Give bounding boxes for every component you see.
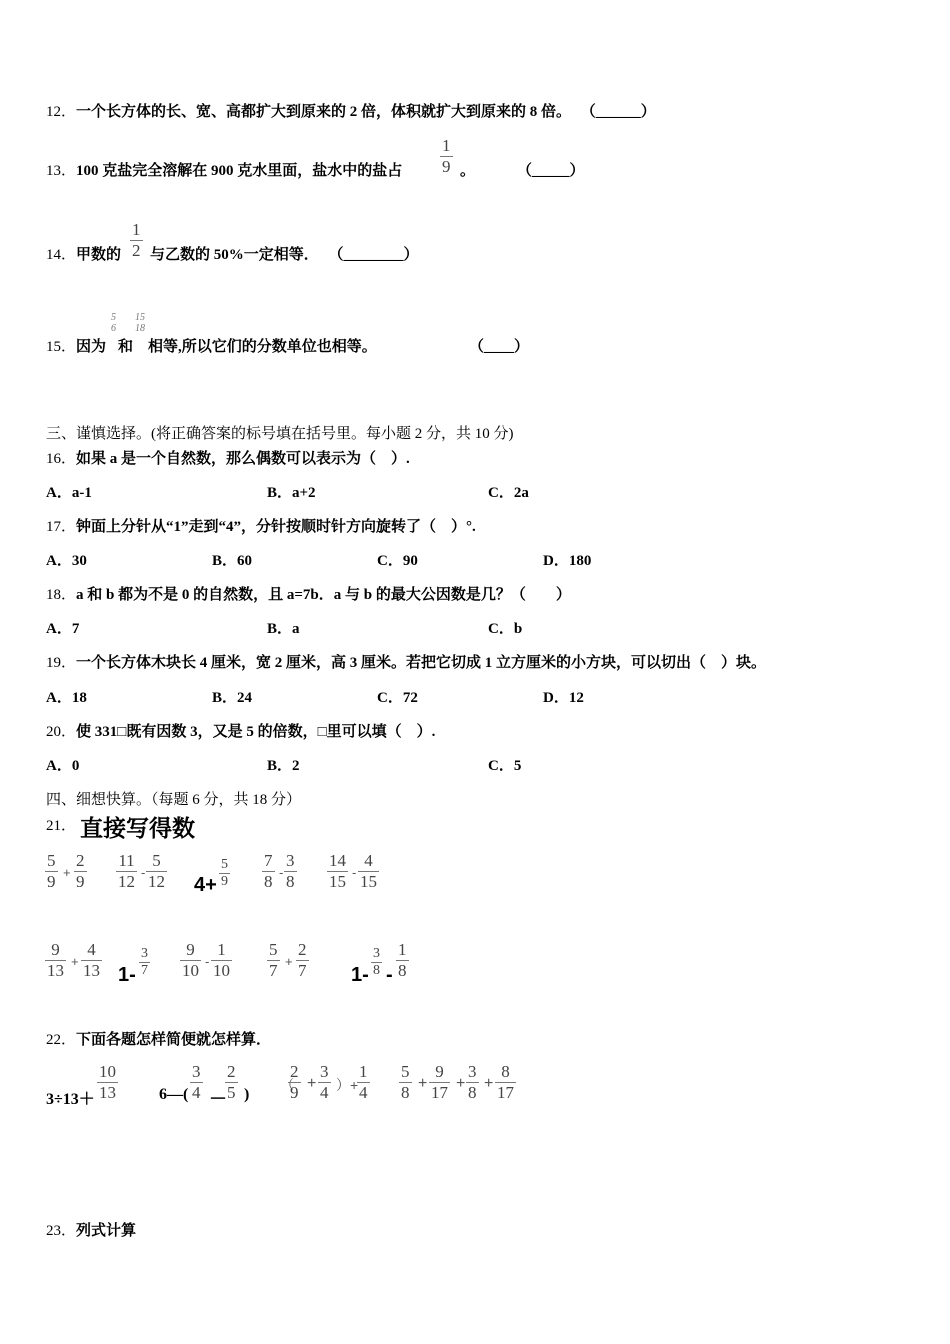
denominator: 9: [442, 157, 451, 176]
question-number: 17．: [46, 519, 77, 535]
expression-lead: 3÷13＋: [46, 1091, 95, 1108]
numerator: 3: [192, 1062, 201, 1081]
answer-blank[interactable]: （______）: [580, 104, 656, 120]
fraction: [358, 851, 379, 892]
question-number: 14．: [46, 247, 77, 263]
denominator: 13: [47, 961, 64, 980]
operator: -: [352, 865, 357, 880]
fraction: [211, 940, 232, 981]
fraction: [288, 1062, 301, 1103]
option-c[interactable]: C．5: [488, 758, 522, 774]
operator: +: [285, 954, 293, 969]
operator: +: [71, 954, 79, 969]
question-text: 如果 a 是一个自然数，那么偶数可以表示为（ ）.: [76, 451, 410, 467]
question-text: 甲数的: [76, 247, 122, 263]
option-a[interactable]: A．0: [46, 758, 80, 774]
question-20: [46, 722, 435, 742]
fraction: [262, 851, 275, 892]
paren-open: （: [281, 1077, 295, 1092]
numerator: 9: [51, 940, 60, 959]
numerator: 2: [290, 1062, 299, 1081]
denominator: 4: [320, 1083, 329, 1102]
fraction: [466, 1062, 479, 1103]
expression-lead: 1-: [118, 964, 136, 986]
question-number: 18．: [46, 587, 77, 603]
question-text: 与乙数的 50%一定相等．: [150, 247, 319, 263]
question-text: a 和 b 都为不是 0 的自然数，且 a=7b．a 与 b 的最大公因数是几？（ ）: [76, 587, 571, 603]
fraction: [133, 312, 147, 334]
fraction: [45, 851, 58, 892]
denominator: 8: [401, 1083, 410, 1102]
denominator: 15: [329, 872, 346, 891]
numerator: 5: [111, 312, 116, 323]
fraction: [146, 851, 167, 892]
numerator: 15: [135, 312, 145, 323]
answer-blank[interactable]: （________）: [328, 247, 419, 263]
operator: +: [307, 1075, 317, 1092]
denominator: 8: [373, 963, 380, 978]
option-b[interactable]: B．2: [267, 758, 300, 774]
option-a[interactable]: A．7: [46, 621, 80, 637]
question-number: 19．: [46, 655, 77, 671]
fraction: [225, 1062, 238, 1103]
fraction: [440, 136, 453, 177]
denominator: 8: [264, 872, 273, 891]
question-15: [46, 337, 106, 357]
expression-lead: 1-: [351, 964, 369, 986]
sentence-end: 。: [460, 163, 476, 179]
option-c[interactable]: C．2a: [488, 485, 529, 501]
numerator: 5: [47, 851, 56, 870]
denominator: 13: [83, 961, 100, 980]
numerator: 4: [364, 851, 373, 870]
question-23: [46, 1221, 136, 1241]
question-14: [46, 245, 121, 265]
numerator: 1: [359, 1062, 368, 1081]
fraction: [74, 851, 87, 892]
denominator: 9: [221, 874, 228, 889]
operator: -: [386, 964, 393, 986]
question-text: 100 克盐完全溶解在 900 克水里面，盐水中的盐占: [76, 163, 403, 179]
operator: +: [63, 865, 71, 880]
denominator: 17: [497, 1083, 514, 1102]
option-a[interactable]: A．30: [46, 553, 87, 569]
numerator: 1: [398, 940, 407, 959]
numerator: 11: [118, 851, 135, 870]
option-b[interactable]: B．24: [212, 690, 253, 706]
denominator: 7: [141, 963, 148, 978]
denominator: 15: [360, 872, 377, 891]
fraction: [219, 857, 230, 890]
numerator: 3: [373, 946, 380, 961]
question-number: 15．: [46, 339, 77, 355]
fraction: [429, 1062, 450, 1103]
numerator: 3: [320, 1062, 329, 1081]
operator: +: [456, 1075, 466, 1092]
denominator: 18: [135, 323, 145, 334]
denominator: 7: [298, 961, 307, 980]
fraction: [318, 1062, 331, 1103]
numerator: 8: [501, 1062, 510, 1081]
denominator: 12: [148, 872, 165, 891]
denominator: 9: [290, 1083, 299, 1102]
question-text: 列式计算: [76, 1223, 137, 1239]
denominator: 10: [213, 961, 230, 980]
fraction: [190, 1062, 203, 1103]
numerator: 14: [329, 851, 346, 870]
answer-blank[interactable]: （____）: [469, 339, 530, 355]
question-21-number: [46, 816, 76, 836]
denominator: 4: [192, 1083, 201, 1102]
denominator: 9: [76, 872, 85, 891]
question-21-title: 直接写得数: [80, 816, 195, 842]
denominator: 6: [111, 323, 116, 334]
expression-lead: 6—(: [159, 1086, 189, 1103]
fraction: [327, 851, 348, 892]
fraction: [399, 1062, 412, 1103]
question-16: [46, 449, 410, 469]
fraction: [45, 940, 66, 981]
section-3-heading: 三、谨慎选择。(将正确答案的标号填在括号里。每小题 2 分，共 10 分): [46, 426, 514, 442]
question-17: [46, 517, 476, 537]
numerator: 5: [221, 857, 228, 872]
denominator: 17: [431, 1083, 448, 1102]
fraction: [371, 946, 382, 979]
denominator: 8: [468, 1083, 477, 1102]
fraction: [284, 851, 297, 892]
option-a[interactable]: A．18: [46, 690, 87, 706]
fraction: [139, 946, 150, 979]
denominator: 8: [398, 961, 407, 980]
question-19: [46, 653, 766, 673]
numerator: 9: [186, 940, 195, 959]
question-22: [46, 1030, 271, 1050]
expression-lead: 4+: [194, 874, 217, 896]
operator: -: [279, 865, 284, 880]
question-18: [46, 585, 571, 605]
numerator: 5: [152, 851, 161, 870]
question-text: 钟面上分针从“1”走到“4”，分针按顺时针方向旋转了（ ）°.: [76, 519, 476, 535]
option-b[interactable]: B．a: [267, 621, 300, 637]
denominator: 12: [118, 872, 135, 891]
question-text: 因为: [76, 339, 107, 355]
numerator: 10: [99, 1062, 116, 1081]
fraction: [116, 851, 137, 892]
denominator: 13: [99, 1083, 116, 1102]
fraction: [296, 940, 309, 981]
fraction: [81, 940, 102, 981]
option-b[interactable]: B．60: [212, 553, 253, 569]
numerator: 3: [468, 1062, 477, 1081]
question-text: 一个长方体木块长 4 厘米，宽 2 厘米，高 3 厘米。若把它切成 1 立方厘米的小方块，可以切出（ ）块。: [76, 655, 767, 671]
denominator: 10: [182, 961, 199, 980]
denominator: 4: [359, 1083, 368, 1102]
fraction: [357, 1062, 370, 1103]
operator: －: [209, 1089, 227, 1109]
numerator: 3: [286, 851, 295, 870]
denominator: 2: [132, 241, 141, 260]
denominator: 8: [286, 872, 295, 891]
option-a[interactable]: A．a-1: [46, 485, 92, 501]
numerator: 2: [298, 940, 307, 959]
question-text: 相等,所以它们的分数单位也相等。: [148, 339, 377, 355]
section-4-heading: 四、细想快算。（每题 6 分，共 18 分）: [46, 792, 302, 808]
fraction: [267, 940, 280, 981]
question-12: [46, 102, 656, 122]
numerator: 7: [264, 851, 273, 870]
question-number: 12．: [46, 104, 77, 120]
numerator: 3: [141, 946, 148, 961]
option-d[interactable]: D．180: [543, 553, 592, 569]
operator: -: [141, 865, 146, 880]
denominator: 5: [227, 1083, 236, 1102]
numerator: 5: [269, 940, 278, 959]
denominator: 7: [269, 961, 278, 980]
question-text: 一个长方体的长、宽、高都扩大到原来的 2 倍，体积就扩大到原来的 8 倍。: [76, 104, 572, 120]
expression-end: ): [244, 1086, 250, 1103]
numerator: 1: [442, 136, 451, 155]
option-c[interactable]: C．72: [377, 690, 418, 706]
question-text-cont: [150, 245, 419, 265]
fraction: [396, 940, 409, 981]
question-text: 使 331□既有因数 3，又是 5 的倍数，□里可以填（ ）.: [76, 724, 436, 740]
operator: +: [484, 1075, 494, 1092]
question-number: 13．: [46, 163, 77, 179]
numerator: 4: [87, 940, 96, 959]
option-c[interactable]: C．90: [377, 553, 418, 569]
numerator: 1: [132, 220, 141, 239]
numerator: 5: [401, 1062, 410, 1081]
fraction: [495, 1062, 516, 1103]
question-text: 下面各题怎样简便就怎样算．: [76, 1032, 272, 1048]
answer-blank[interactable]: （_____）: [517, 163, 585, 179]
paren-close: ）+: [336, 1077, 359, 1093]
option-b[interactable]: B．a+2: [267, 485, 316, 501]
denominator: 9: [47, 872, 56, 891]
question-number: 22．: [46, 1032, 77, 1048]
question-text: 和: [118, 339, 134, 355]
question-number: 23．: [46, 1223, 77, 1239]
fraction: [109, 312, 118, 334]
question-13: [46, 161, 402, 181]
numerator: 1: [217, 940, 226, 959]
operator: -: [205, 954, 210, 969]
operator: +: [418, 1075, 428, 1092]
option-d[interactable]: D．12: [543, 690, 584, 706]
numerator: 2: [227, 1062, 236, 1081]
numerator: 9: [435, 1062, 444, 1081]
numerator: 2: [76, 851, 85, 870]
question-number: 21．: [46, 818, 77, 834]
fraction: [97, 1062, 118, 1103]
question-number: 16．: [46, 451, 77, 467]
option-c[interactable]: C．b: [488, 621, 523, 637]
question-number: 20．: [46, 724, 77, 740]
fraction: [130, 220, 143, 261]
fraction: [180, 940, 201, 981]
